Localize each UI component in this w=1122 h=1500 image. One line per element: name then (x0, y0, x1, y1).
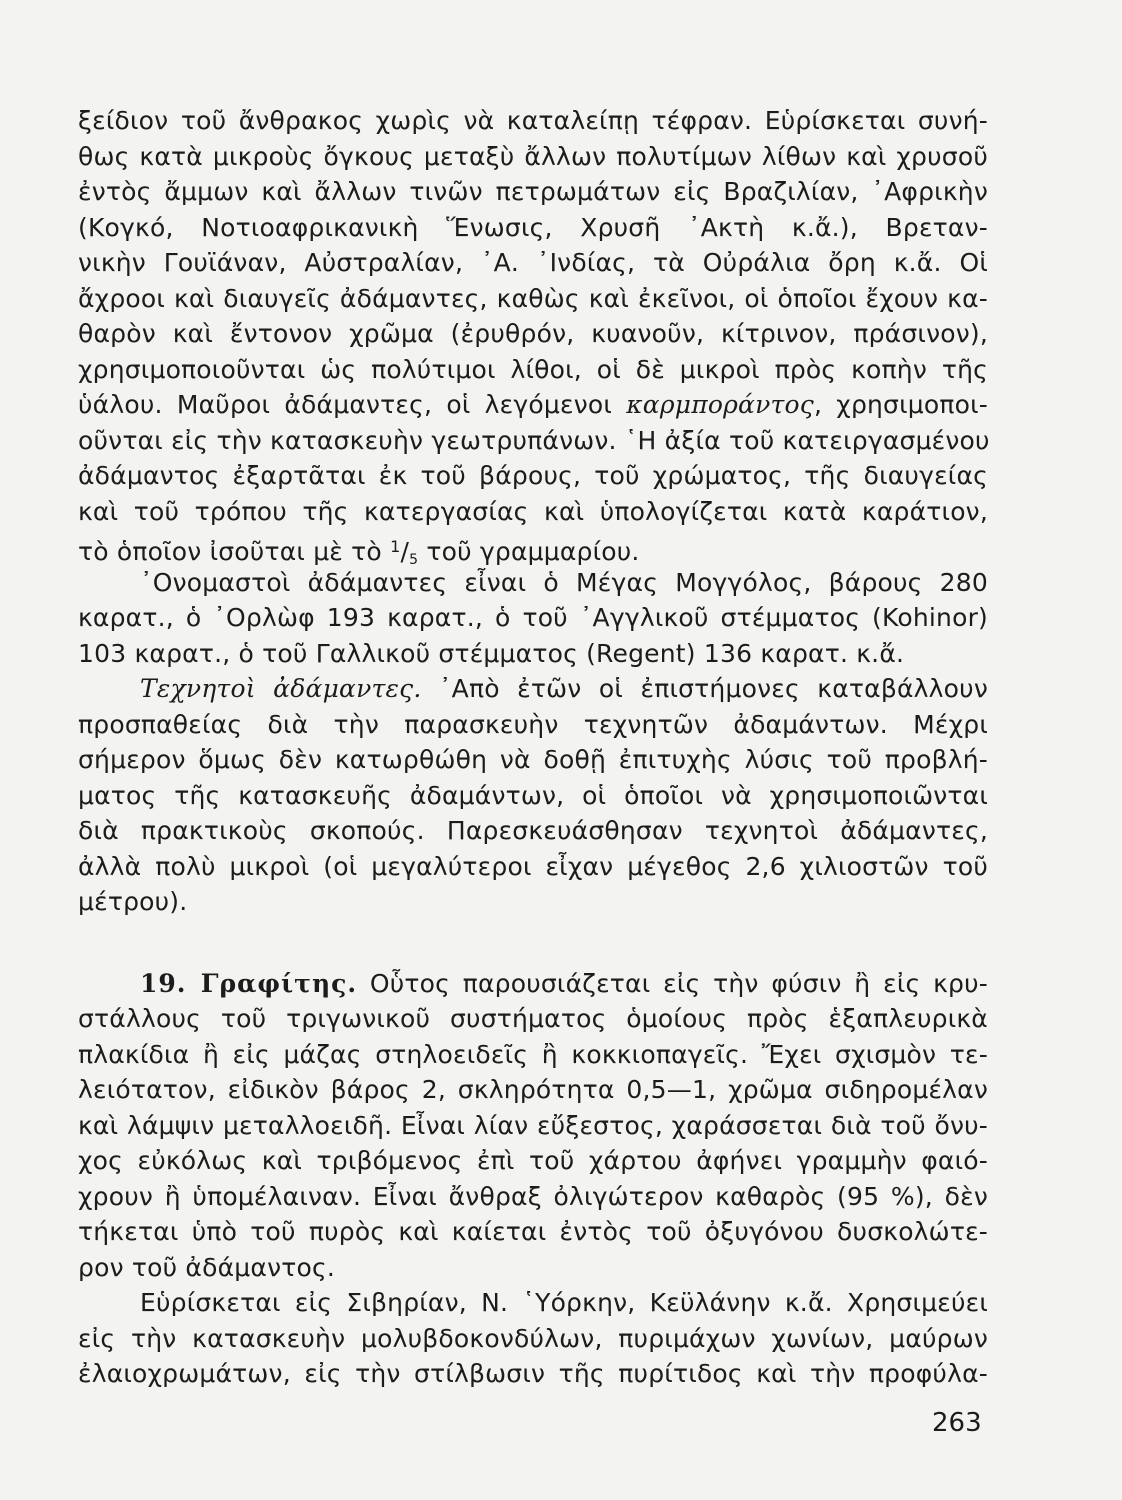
text-line (78, 671, 988, 707)
text-line: τήκεται ὑπὸ τοῦ πυρὸς καὶ καίεται ἐντὸς τοῦ ὀξυγόνου δυσκολώτε- (78, 1217, 988, 1246)
text-fragment: , χρησιμοποι- (813, 390, 988, 419)
italic-subheading: Τεχνητοὶ ἀδάμαντες. (140, 674, 422, 703)
fraction-slash: / (400, 537, 410, 566)
text-line: θαρὸν καὶ ἔντονον χρῶμα (ἐρυθρόν, κυανοῦν, κίτρινον, πράσινον), (78, 319, 988, 348)
text-line: 103 καρατ., ὁ τοῦ Γαλλικοῦ στέμματος (Regent) 136 καρατ. κ.ἄ. (78, 638, 905, 668)
text-line: θως κατὰ μικροὺς ὄγκους μεταξὺ ἄλλων πολυτίμων λίθων καὶ χρυσοῦ (78, 141, 988, 171)
text-line: (Κογκό, Νοτιοαφρικανικὴ Ἕνωσις, Χρυσῆ ᾿Ακτὴ κ.ἄ.), Βρεταν- (78, 212, 988, 242)
text-line: προσπαθείας διὰ τὴν παρασκευὴν τεχνητῶν ἀδαμάντων. Μέχρι (78, 709, 988, 739)
text-line: ἐντὸς ἄμμων καὶ ἄλλων τινῶν πετρωμάτων εἰς Βραζιλίαν, ᾿Αφρικὴν (78, 177, 988, 206)
text-line: χρησιμοποιοῦνται ὡς πολύτιμοι λίθοι, οἱ δὲ μικροὶ πρὸς κοπὴν τῆς (78, 354, 988, 384)
text-line: Εὑρίσκεται εἰς Σιβηρίαν, Ν. ῾Υόρκην, Κεϋλάνην κ.ἄ. Χρησιμεύει (140, 1288, 988, 1317)
page-number: 263 (932, 1408, 982, 1438)
text-column (78, 103, 988, 1392)
text-line: οῦνται εἰς τὴν κατασκευὴν γεωτρυπάνων. ῾Η ἀξία τοῦ κατειργασμένου (78, 425, 990, 455)
section-heading: 19. Γραφίτης. (140, 968, 358, 998)
text-line: ἀδάμαντος ἐξαρτᾶται ἐκ τοῦ βάρους, τοῦ χρώματος, τῆς διαυγείας (78, 461, 988, 490)
text-line: στάλλους τοῦ τριγωνικοῦ συστήματος ὁμοίους πρὸς ἑξαπλευρικὰ (78, 1004, 988, 1033)
text-line: ἐλαιοχρωμάτων, εἰς τὴν στίλβωσιν τῆς πυρίτιδος καὶ τὴν προφύλα- (78, 1359, 988, 1388)
text-fragment: ὑάλου. Μαῦροι ἀδάμαντες, οἱ λεγόμενοι (78, 390, 627, 419)
text-line: ᾿Ονομαστοὶ ἀδάμαντες εἶναι ὁ Μέγας Μογγόλος, βάρους 280 (140, 567, 988, 597)
text-line: νικὴν Γουϊάναν, Αὐστραλίαν, ᾿Α. ᾿Ινδίας, τὰ Οὐράλια ὄρη κ.ἄ. Οἱ (78, 248, 988, 277)
text-line: πλακίδια ἢ εἰς μάζας στηλοειδεῖς ἢ κοκκιοπαγεῖς. Ἔχει σχισμὸν τε- (78, 1039, 988, 1069)
text-line: ρον τοῦ ἀδάμαντος. (78, 1252, 336, 1282)
fraction-denominator: 5 (409, 552, 419, 568)
text-line: χος εὐκόλως καὶ τριβόμενος ἐπὶ τοῦ χάρτου ἀφήνει γραμμὴν φαιό- (78, 1146, 988, 1175)
text-line (78, 529, 988, 568)
section-gap (78, 920, 988, 966)
text-fragment: τὸ ὁποῖον ἰσοῦται μὲ τὸ (78, 537, 391, 566)
text-fragment: Οὗτος παρουσιάζεται εἰς τὴν φύσιν ἢ εἰς κρυ- (357, 968, 988, 998)
text-line (78, 966, 988, 1002)
text-line: σήμερον ὅμως δὲν κατωρθώθη νὰ δοθῇ ἐπιτυχὴς λύσις τοῦ προβλή- (78, 745, 988, 774)
text-fragment: τοῦ γραμμαρίου. (418, 537, 640, 566)
text-line: μέτρου). (78, 887, 188, 916)
text-line: διὰ πρακτικοὺς σκοπούς. Παρεσκευάσθησαν τεχνητοὶ ἀδάμαντες, (78, 816, 988, 845)
text-line: καρατ., ὁ ᾿Ορλὼφ 193 καρατ., ὁ τοῦ ᾿Αγγλικοῦ στέμματος (Kohinor) (78, 603, 988, 632)
text-line: ἀλλὰ πολὺ μικροὶ (οἱ μεγαλύτεροι εἶχαν μέγεθος 2,6 χιλιοστῶν τοῦ (78, 851, 988, 881)
text-line: καὶ τοῦ τρόπου τῆς κατεργασίας καὶ ὑπολογίζεται κατὰ καράτιον, (78, 496, 988, 526)
text-line: χρουν ἢ ὑπομέλαιναν. Εἶναι ἄνθραξ ὀλιγώτερον καθαρὸς (95 %), δὲν (78, 1181, 988, 1211)
text-line: ματος τῆς κατασκευῆς ἀδαμάντων, οἱ ὁποῖοι νὰ χρησιμοποιῶνται (78, 780, 988, 810)
text-line: ξείδιον τοῦ ἄνθρακος χωρὶς νὰ καταλείπῃ τέφραν. Εὑρίσκεται συνή- (78, 106, 988, 135)
text-line: λειότατον, εἰδικὸν βάρος 2, σκληρότητα 0,5—1, χρῶμα σιδηρομέλαν (78, 1075, 988, 1104)
text-line: ἄχροοι καὶ διαυγεῖς ἀδάμαντες, καθὼς καὶ ἐκεῖνοι, οἱ ὁποῖοι ἔχουν κα- (78, 283, 988, 313)
text-line: εἰς τὴν κατασκευὴν μολυβδοκονδύλων, πυριμάχων χωνίων, μαύρων (78, 1323, 988, 1353)
fraction-numerator: 1 (390, 537, 401, 556)
text-line (78, 387, 988, 423)
text-line: καὶ λάμψιν μεταλλοειδῆ. Εἶναι λίαν εὔξεστος, χαράσσεται διὰ τοῦ ὄνυ- (78, 1110, 988, 1140)
text-fragment: ᾿Απὸ ἐτῶν οἱ ἐπιστήμονες καταβάλλουν (421, 674, 988, 703)
italic-term: καρμποράντος (626, 390, 814, 419)
